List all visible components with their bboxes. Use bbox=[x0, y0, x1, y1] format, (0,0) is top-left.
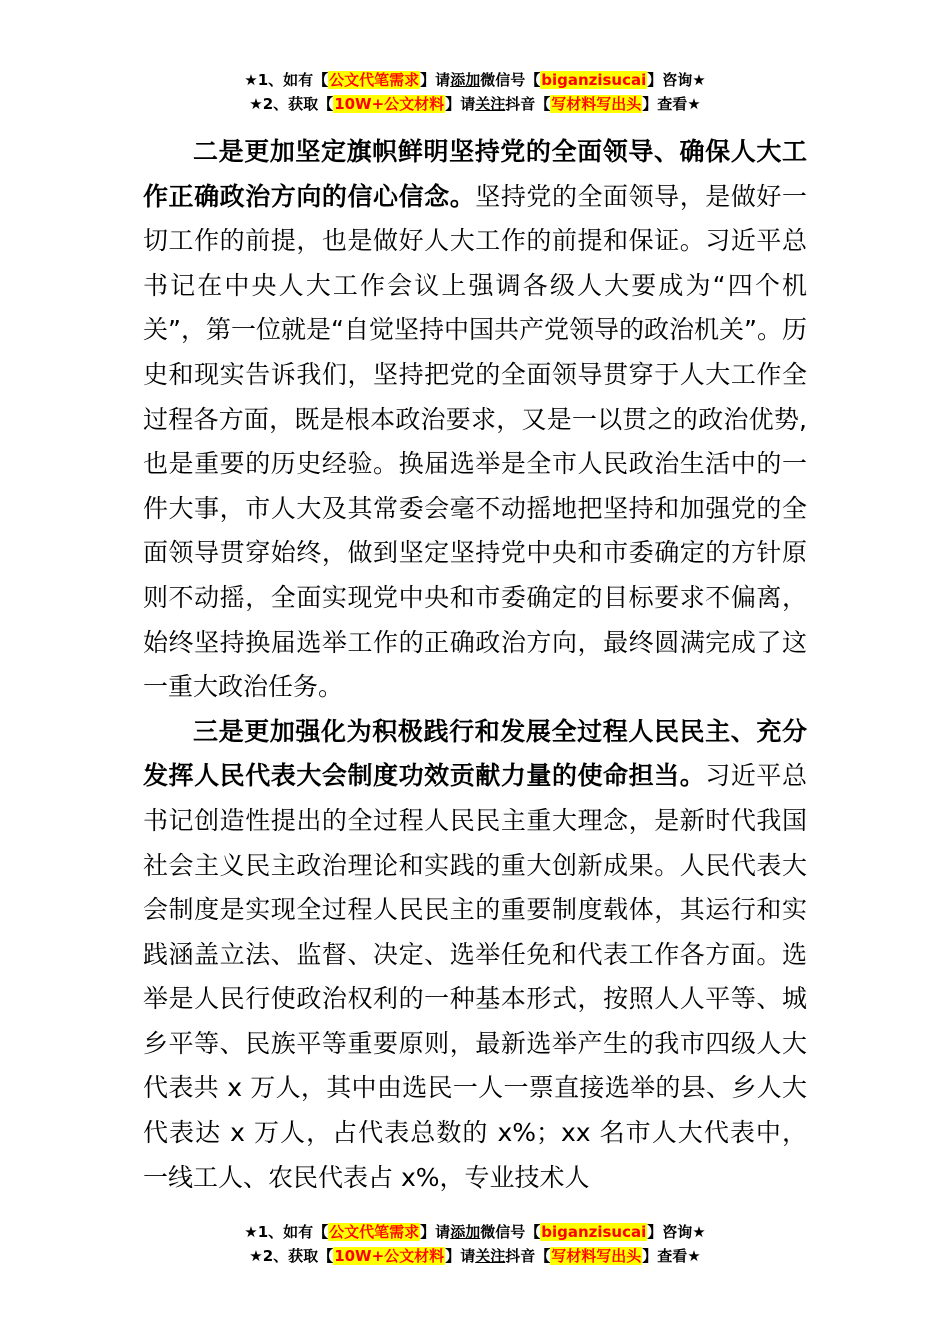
banner-text: 】请 bbox=[420, 71, 451, 89]
footer-banner bbox=[0, 1220, 950, 1268]
banner-text: ★1、如有【 bbox=[244, 1223, 329, 1241]
banner-text: ★2、获取【 bbox=[249, 95, 334, 113]
header-banner bbox=[0, 68, 950, 116]
banner-line-1 bbox=[0, 68, 950, 92]
highlight-wechat-id: biganzisucai bbox=[541, 71, 647, 89]
highlight-service: 公文代笔需求 bbox=[329, 1223, 420, 1241]
banner-text: 】查看★ bbox=[642, 1247, 701, 1265]
banner-text: ★2、获取【 bbox=[249, 1247, 334, 1265]
banner-line-1 bbox=[0, 1220, 950, 1244]
paragraph-heading: 三是更加强化为积极践行和发展全过程人民民主、充分发挥人民代表大会制度功效贡献力量的使命担当。 bbox=[143, 716, 807, 791]
highlight-douyin-id: 写材料写出头 bbox=[551, 95, 642, 113]
underlined-text: 关注 bbox=[475, 95, 506, 113]
banner-line-2 bbox=[0, 92, 950, 116]
banner-text: 】请 bbox=[420, 1223, 451, 1241]
banner-text: 】请 bbox=[445, 95, 476, 113]
highlight-wechat-id: biganzisucai bbox=[541, 1223, 647, 1241]
paragraph-3 bbox=[143, 710, 807, 1201]
paragraph-text: 习近平总书记创造性提出的全过程人民民主重大理念，是新时代我国社会主义民主政治理论和实践的重大创新成果。人民代表大会制度是实现全过程人民民主的重要制度载体，其运行和实践涵盖立法、监督、决定、选举任免和代表工作各方面。选举是人民行使政治权利的一种基本形式，按照人人平等、城乡平等、民族平等重要原则，最新选举产生的我市四级人大代表共 x 万人，其中由选民一人一票直接选举的县、乡人大代表达 x 万人，占代表总数的 x%；xx 名市人大代表中，一线工人、农民代表占 x%，专业技术人 bbox=[143, 761, 807, 1192]
highlight-service: 公文代笔需求 bbox=[329, 71, 420, 89]
underlined-text: 添加 bbox=[450, 1223, 481, 1241]
banner-text: 微信号【 bbox=[480, 1223, 541, 1241]
highlight-materials: 10W+公文材料 bbox=[334, 1247, 445, 1265]
banner-line-2 bbox=[0, 1244, 950, 1268]
banner-text: 微信号【 bbox=[480, 71, 541, 89]
banner-text: ★1、如有【 bbox=[244, 71, 329, 89]
paragraph-2 bbox=[143, 130, 807, 710]
banner-text: 抖音【 bbox=[505, 95, 551, 113]
banner-text: 抖音【 bbox=[505, 1247, 551, 1265]
banner-text: 】请 bbox=[445, 1247, 476, 1265]
paragraph-text: 坚持党的全面领导，是做好一切工作的前提，也是做好人大工作的前提和保证。习近平总书记在中央人大工作会议上强调各级人大要成为“四个机关”，第一位就是“自觉坚持中国共产党领导的政治机关”。历史和现实告诉我们，坚持把党的全面领导贯穿于人大工作全过程各方面，既是根本政治要求，又是一以贯之的政治优势,也是重要的历史经验。换届选举是全市人民政治生活中的一件大事，市人大及其常委会毫不动摇地把坚持和加强党的全面领导贯穿始终，做到坚定坚持党中央和市委确定的方针原则不动摇，全面实现党中央和市委确定的目标要求不偏离，始终坚持换届选举工作的正确政治方向，最终圆满完成了这一重大政治任务。 bbox=[143, 181, 807, 702]
banner-text: 】查看★ bbox=[642, 95, 701, 113]
banner-text: 】咨询★ bbox=[647, 1223, 706, 1241]
highlight-materials: 10W+公文材料 bbox=[334, 95, 445, 113]
banner-text: 】咨询★ bbox=[647, 71, 706, 89]
paragraph-heading: 二是更加坚定旗帜鲜明坚持党的全面领导、确保人大工作正确政治方向的信心信念。 bbox=[143, 137, 807, 211]
underlined-text: 关注 bbox=[475, 1247, 506, 1265]
underlined-text: 添加 bbox=[450, 71, 481, 89]
highlight-douyin-id: 写材料写出头 bbox=[551, 1247, 642, 1265]
document-body bbox=[143, 130, 807, 1200]
